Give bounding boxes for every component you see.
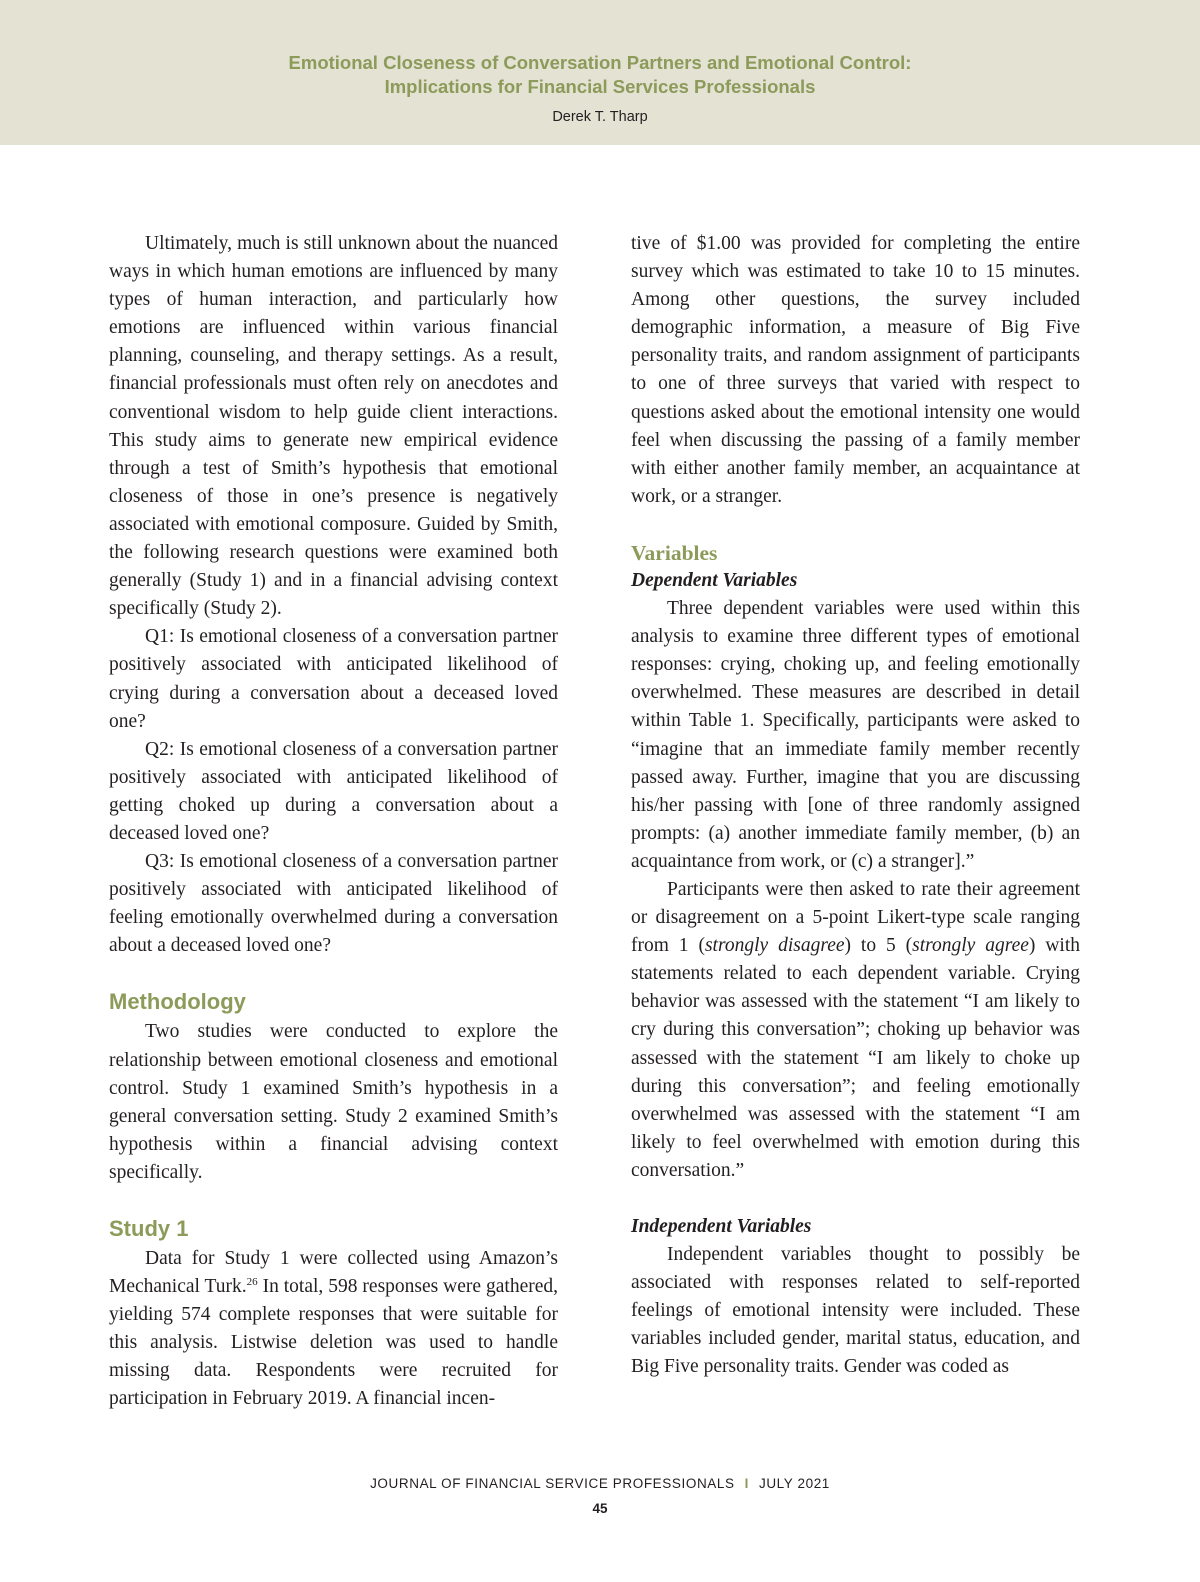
study1-heading: Study 1 (109, 1216, 189, 1241)
intro-paragraph: Ultimately, much is still unknown about the nuanced ways in which human emotions are influenced by many types of human interaction, and particularly how emotions are influenced within various financial planning, counseling, and therapy settings. As a result, financial professionals must often rely on anecdotes and conventional wisdom to help guide client interactions. This study aims to generate new empirical evidence through a test of Smith’s hypothesis that emotional closeness of those in one’s presence is negatively associated with emotional composure. Guided by Smith, the following research questions were examined both generally (Study 1) and in a financial advising context specifically (Study 2). (109, 233, 558, 620)
rating-text-a: Participants were then asked to rate their agreement or disagreement on a 5-point Likert-type scale ranging from 1 ( (631, 878, 1080, 957)
article-title-line-2: Implications for Financial Services Professionals (384, 76, 816, 97)
independent-variables-paragraph: Independent variables thought to possibly be associated with responses related to self-reported feelings of emotional intensity were included. These variables included gender, marital status, education, and Big Five personality traits. Gender was coded as (631, 1244, 1080, 1378)
footer-journal-name: JOURNAL OF FINANCIAL SERVICE PROFESSIONALS (370, 1476, 735, 1491)
dependent-variables-paragraph: Three dependent variables were used within this analysis to examine three different types of emotional responses: crying, choking up, and feeling emotionally overwhelmed. These measures are described in detail within Table 1. Specifically, participants were asked to “imagine that an immediate family member recently passed away. Further, imagine that you are discussing his/her passing with [one of three randomly assigned prompts: (a) another immediate family member, (b) an acquaintance from work, or (c) a stranger].” (631, 598, 1080, 872)
footnote-ref-26: 26 (246, 1276, 258, 1289)
research-question-1: Q1: Is emotional closeness of a conversation partner positively associated with anticipated likelihood of crying during a conversation about a deceased loved one? (109, 626, 558, 732)
study1-paragraph (109, 1245, 558, 1414)
article-title-line-1: Emotional Closeness of Conversation Partners and Emotional Control: (288, 52, 912, 73)
left-column (109, 230, 558, 1414)
research-question-3: Q3: Is emotional closeness of a conversation partner positively associated with anticipated likelihood of feeling emotionally overwhelmed during a conversation about a deceased loved one? (109, 851, 558, 957)
study1-text-a: Data for Study 1 were collected using Amazon’s Mechanical Turk. (109, 1248, 558, 1298)
article-title (0, 51, 1200, 99)
independent-variables-heading: Independent Variables (631, 1216, 812, 1237)
footer-journal-line (0, 1475, 1200, 1493)
variables-heading: Variables (631, 540, 718, 565)
footer-date: JULY 2021 (758, 1476, 830, 1491)
rating-italic-a: strongly disagree (704, 935, 845, 957)
methodology-heading: Methodology (109, 989, 246, 1015)
research-question-2: Q2: Is emotional closeness of a conversation partner positively associated with anticipated likelihood of getting choked up during a conversation about a deceased loved one? (109, 738, 558, 844)
rating-text-c: ) with statements related to each dependent variable. Crying behavior was assessed with the statement “I am likely to cry during this conversation”; choking up behavior was assessed with the statement “I am likely to choke up during this conversation”; and feeling emotionally overwhelmed was assessed with the statement “I am likely to feel overwhelmed with emotion during this conversation.” (631, 935, 1080, 1181)
continued-paragraph: tive of $1.00 was provided for completing the entire survey which was estimated to take 10 to 15 minutes. Among other questions, the survey included demographic information, a measure of Big Five personality traits, and random assignment of participants to one of three surveys that varied with respect to questions asked about the emotional intensity one would feel when discussing the passing of a family member with either another family member, an acquaintance at work, or a stranger. (631, 233, 1080, 507)
study1-text-b: In total, 598 responses were gathered, yielding 574 complete responses that were suitable for this analysis. Listwise deletion was used to handle missing data. Respondents were recruited for participation in February 2019. A financial incen- (109, 1276, 558, 1410)
right-column (631, 230, 1080, 1382)
footer-separator: I (744, 1476, 749, 1491)
rating-text-b: ) to 5 ( (844, 935, 913, 957)
dependent-variables-heading: Dependent Variables (631, 569, 798, 591)
header-band (0, 0, 1200, 145)
page-number: 45 (592, 1501, 608, 1516)
methodology-paragraph: Two studies were conducted to explore the relationship between emotional closeness and emotional control. Study 1 examined Smith’s hypothesis in a general conversation setting. Study 2 examined Smith’s hypothesis within a financial advising context specifically. (109, 1021, 558, 1183)
rating-paragraph (631, 876, 1080, 1185)
article-author: Derek T. Tharp (552, 109, 648, 125)
rating-italic-b: strongly agree (912, 935, 1029, 957)
